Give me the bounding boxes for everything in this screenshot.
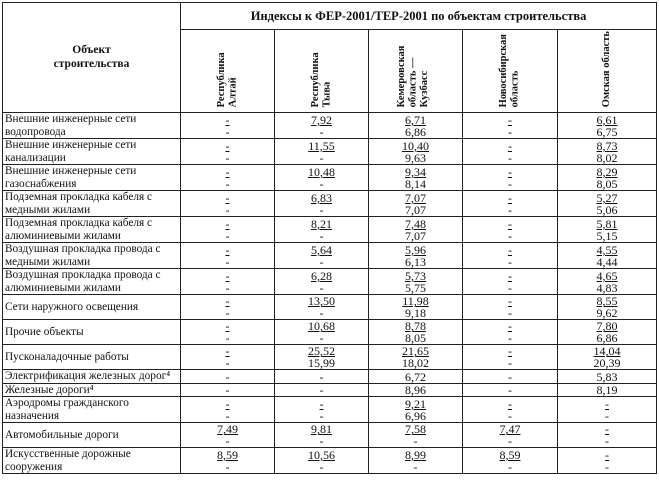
index-cell: [369, 165, 463, 191]
index-value-bottom: -: [225, 331, 230, 346]
row-object-name: Подземная прокладка кабеля с медными жилами: [3, 191, 181, 217]
index-value-top-text: 13,50: [308, 294, 335, 309]
index-table-document: [2, 2, 656, 489]
index-value-bottom: 8,05: [596, 176, 618, 191]
index-value-top-text: -: [508, 396, 512, 411]
index-value-bottom: 5,15: [596, 228, 618, 243]
index-value-bottom: -: [413, 434, 418, 449]
table-row: [3, 217, 657, 243]
index-value-bottom: -: [605, 434, 610, 449]
index-cell: [181, 320, 275, 345]
index-value-top: 8,96: [405, 383, 426, 398]
row-object-name: Подземная прокладка кабеля с алюминиевыми жилами: [3, 217, 181, 243]
index-value-top-text: -: [605, 396, 610, 411]
index-cell: [369, 191, 463, 217]
index-value-top-text: 9,81: [311, 422, 332, 437]
index-cell: [181, 191, 275, 217]
index-value-bottom: -: [508, 434, 512, 449]
index-value-top-text: 10,56: [308, 447, 335, 462]
index-value-top-text: 21,65: [402, 344, 429, 359]
table-row: [3, 370, 657, 384]
index-value-top-text: 6,61: [596, 112, 618, 127]
index-value-bottom: 7,07: [405, 228, 426, 243]
index-cell: [558, 269, 657, 295]
index-cell: [463, 397, 558, 423]
row-object-name: Автомобильные дороги: [3, 423, 181, 448]
index-cell: [181, 370, 275, 384]
index-value-top-text: 25,52: [308, 344, 335, 359]
index-value-top-text: 7,80: [596, 319, 618, 334]
index-value-bottom: 8,05: [405, 331, 426, 346]
index-value-bottom: -: [225, 434, 230, 449]
index-cell: [369, 217, 463, 243]
index-value-top-text: -: [508, 190, 512, 205]
index-value-bottom: 6,86: [596, 331, 618, 346]
index-cell: [275, 345, 369, 370]
region-header-tyva: Республика Тыва: [275, 30, 369, 113]
index-table-body: [3, 113, 657, 474]
index-cell: [369, 269, 463, 295]
row-object-name: Воздушная прокладка провода с медными жилами: [3, 243, 181, 269]
index-cell: [369, 113, 463, 139]
index-cell: [181, 448, 275, 474]
index-cell: [369, 397, 463, 423]
index-value-top-text: -: [508, 138, 512, 153]
index-value-bottom: 9,62: [596, 306, 618, 321]
index-value-top-text: -: [225, 344, 230, 359]
index-value-top-text: -: [508, 112, 512, 127]
index-value-bottom: 15,99: [308, 356, 335, 371]
index-value-top-text: -: [508, 164, 512, 179]
index-cell: [275, 320, 369, 345]
index-cell: [463, 383, 558, 397]
index-value-top-text: 6,83: [311, 190, 332, 205]
index-cell: [181, 383, 275, 397]
index-value-bottom: -: [225, 280, 230, 295]
index-value-bottom: -: [225, 408, 230, 423]
table-row: [3, 295, 657, 320]
index-value-bottom: -: [225, 228, 230, 243]
index-cell: [558, 191, 657, 217]
index-cell: [275, 295, 369, 320]
index-value-bottom: -: [225, 459, 230, 474]
index-value-bottom: -: [508, 356, 512, 371]
index-value-bottom: -: [319, 306, 324, 321]
index-value-top-text: -: [508, 216, 512, 231]
index-value-bottom: -: [319, 228, 324, 243]
index-value-bottom: 20,39: [593, 356, 621, 371]
index-value-top-text: 7,92: [311, 112, 332, 127]
index-value-top-text: -: [225, 190, 230, 205]
table-row: [3, 397, 657, 423]
index-value-bottom: 7,07: [405, 202, 426, 217]
index-cell: [463, 113, 558, 139]
index-value-top: -: [319, 383, 324, 398]
index-value-top-text: -: [225, 242, 230, 257]
index-value-top-text: 10,68: [308, 319, 335, 334]
table-row: [3, 165, 657, 191]
index-cell: [558, 217, 657, 243]
index-value-bottom: -: [225, 254, 230, 269]
table-row: [3, 139, 657, 165]
index-value-top-text: 5,73: [405, 268, 426, 283]
index-value-bottom: -: [319, 176, 324, 191]
row-object-name: Искусственные дорожные сооружения: [3, 448, 181, 474]
index-value-top: -: [319, 369, 324, 384]
index-cell: [275, 269, 369, 295]
index-value-bottom: -: [225, 176, 230, 191]
index-value-top: 8,19: [596, 383, 618, 398]
region-header-altai: Республика Алтай: [181, 30, 275, 113]
index-cell: [463, 295, 558, 320]
index-cell: [558, 448, 657, 474]
index-value-top-text: -: [225, 268, 230, 283]
index-value-bottom: -: [225, 356, 230, 371]
object-column-header: Объект строительства: [3, 3, 181, 113]
index-cell: [463, 320, 558, 345]
index-value-bottom: -: [508, 306, 512, 321]
index-value-top: -: [508, 383, 512, 398]
index-value-bottom: -: [508, 124, 512, 139]
row-object-name: Воздушная прокладка провода с алюминиевыми жилами: [3, 269, 181, 295]
index-cell: [463, 243, 558, 269]
index-cell: [558, 345, 657, 370]
index-value-top-text: 8,99: [405, 447, 426, 462]
index-cell: [463, 423, 558, 448]
index-cell: [463, 139, 558, 165]
index-value-top-text: -: [225, 396, 230, 411]
index-value-bottom: -: [319, 408, 324, 423]
index-value-top-text: 8,78: [405, 319, 426, 334]
index-value-bottom: -: [605, 408, 610, 423]
index-value-bottom: 4,83: [596, 280, 618, 295]
index-cell: [463, 217, 558, 243]
index-value-bottom: 4,44: [596, 254, 618, 269]
index-value-bottom: -: [319, 124, 324, 139]
index-value-top-text: 8,29: [596, 164, 618, 179]
index-value-bottom: -: [508, 228, 512, 243]
index-cell: [181, 165, 275, 191]
table-row: [3, 320, 657, 345]
index-cell: [275, 370, 369, 384]
index-cell: [558, 165, 657, 191]
index-value-bottom: -: [508, 150, 512, 165]
index-value-bottom: -: [225, 306, 230, 321]
index-value-top-text: 11,98: [402, 294, 429, 309]
region-header-omsk: Омская область: [558, 30, 657, 113]
index-value-top-text: 14,04: [593, 344, 621, 359]
index-value-top-text: 6,28: [311, 268, 332, 283]
index-value-bottom: -: [605, 459, 610, 474]
index-value-top-text: 7,58: [405, 422, 426, 437]
index-value-top: -: [508, 369, 512, 384]
index-value-bottom: -: [413, 459, 418, 474]
index-cell: [463, 165, 558, 191]
index-value-top: -: [225, 383, 230, 398]
index-value-top-text: 4,65: [596, 268, 618, 283]
row-object-name: Внешние инженерные сети водопровода: [3, 113, 181, 139]
index-value-bottom: -: [319, 254, 324, 269]
index-value-top-text: 8,73: [596, 138, 618, 153]
index-value-bottom: -: [508, 254, 512, 269]
index-value-bottom: -: [508, 176, 512, 191]
index-value-top-text: 8,59: [217, 447, 238, 462]
index-value-bottom: -: [508, 331, 512, 346]
index-value-top-text: 10,48: [308, 164, 335, 179]
index-value-bottom: -: [225, 150, 230, 165]
row-object-name: Сети наружного освещения: [3, 295, 181, 320]
index-cell: [463, 191, 558, 217]
row-object-name: Электрификация железных дорог⁴: [3, 370, 181, 384]
index-value-top-text: -: [605, 447, 610, 462]
index-value-bottom: 6,96: [405, 408, 426, 423]
index-cell: [181, 397, 275, 423]
table-row: [3, 269, 657, 295]
index-value-top-text: 9,21: [405, 396, 426, 411]
index-value-top-text: -: [508, 268, 512, 283]
index-value-bottom: 5,75: [405, 280, 426, 295]
index-value-bottom: -: [225, 124, 230, 139]
index-cell: [369, 448, 463, 474]
index-value-bottom: 6,13: [405, 254, 426, 269]
index-cell: [369, 370, 463, 384]
index-value-bottom: -: [319, 434, 324, 449]
index-value-bottom: 5,06: [596, 202, 618, 217]
index-value-top-text: -: [508, 344, 512, 359]
index-value-bottom: -: [508, 459, 512, 474]
index-value-top-text: -: [225, 138, 230, 153]
index-value-top-text: 8,21: [311, 216, 332, 231]
region-header-kemerovo: Кемеровская область — Кузбасс: [369, 30, 463, 113]
index-value-top-text: 9,34: [405, 164, 426, 179]
index-cell: [463, 370, 558, 384]
index-cell: [181, 113, 275, 139]
table-row: [3, 448, 657, 474]
index-cell: [275, 217, 369, 243]
index-cell: [463, 448, 558, 474]
index-value-top-text: -: [508, 319, 512, 334]
index-cell: [463, 345, 558, 370]
index-value-bottom: 18,02: [402, 356, 429, 371]
index-cell: [181, 345, 275, 370]
index-value-bottom: 9,18: [405, 306, 426, 321]
index-cell: [369, 295, 463, 320]
index-value-top-text: -: [508, 294, 512, 309]
region-header-novosibirsk: Новосибирская область: [463, 30, 558, 113]
index-value-bottom: -: [319, 459, 324, 474]
index-cell: [181, 269, 275, 295]
index-cell: [558, 139, 657, 165]
index-value-top-text: 6,71: [405, 112, 426, 127]
index-value-top-text: 5,81: [596, 216, 618, 231]
index-value-bottom: -: [225, 202, 230, 217]
index-cell: [275, 448, 369, 474]
index-value-top-text: 5,96: [405, 242, 426, 257]
index-value-bottom: 8,02: [596, 150, 618, 165]
index-value-bottom: 6,75: [596, 124, 618, 139]
index-cell: [558, 113, 657, 139]
index-cell: [275, 139, 369, 165]
index-cell: [275, 165, 369, 191]
index-table: [2, 2, 657, 474]
index-value-top-text: -: [319, 396, 324, 411]
index-value-top: 6,72: [405, 369, 426, 384]
table-row: [3, 383, 657, 397]
table-row: [3, 345, 657, 370]
index-value-top-text: -: [225, 319, 230, 334]
row-object-name: Внешние инженерные сети газоснабжения: [3, 165, 181, 191]
index-cell: [275, 243, 369, 269]
index-value-top-text: 7,48: [405, 216, 426, 231]
index-value-bottom: -: [319, 331, 324, 346]
index-value-top-text: 5,64: [311, 242, 332, 257]
table-row: [3, 423, 657, 448]
index-value-top-text: 8,55: [596, 294, 618, 309]
index-value-bottom: -: [508, 280, 512, 295]
row-object-name: Железные дороги⁴: [3, 383, 181, 397]
index-value-bottom: -: [508, 408, 512, 423]
index-value-top-text: -: [605, 422, 610, 437]
index-cell: [558, 383, 657, 397]
row-object-name: Аэродромы гражданского назначения: [3, 397, 181, 423]
index-value-top-text: -: [508, 242, 512, 257]
index-cell: [369, 345, 463, 370]
index-cell: [369, 423, 463, 448]
index-cell: [181, 295, 275, 320]
index-cell: [275, 113, 369, 139]
index-cell: [558, 295, 657, 320]
table-row: [3, 191, 657, 217]
index-value-bottom: -: [319, 150, 324, 165]
index-value-top: 5,83: [596, 369, 618, 384]
index-cell: [558, 320, 657, 345]
table-row: [3, 243, 657, 269]
index-value-bottom: -: [319, 202, 324, 217]
index-value-top-text: 7,47: [499, 422, 521, 437]
index-cell: [558, 397, 657, 423]
index-value-bottom: 8,14: [405, 176, 426, 191]
row-object-name: Пусконаладочные работы: [3, 345, 181, 370]
index-value-bottom: 9,63: [405, 150, 426, 165]
row-object-name: Прочие объекты: [3, 320, 181, 345]
index-value-top-text: 11,55: [308, 138, 335, 153]
index-cell: [275, 383, 369, 397]
index-cell: [181, 217, 275, 243]
index-cell: [369, 243, 463, 269]
index-cell: [275, 423, 369, 448]
index-cell: [558, 370, 657, 384]
index-cell: [275, 191, 369, 217]
index-value-top-text: -: [225, 112, 230, 127]
index-cell: [181, 243, 275, 269]
index-value-top-text: -: [225, 216, 230, 231]
index-value-top-text: 10,40: [402, 138, 429, 153]
index-cell: [558, 423, 657, 448]
index-value-bottom: -: [508, 202, 512, 217]
index-value-top-text: -: [225, 294, 230, 309]
index-value-top-text: 7,07: [405, 190, 426, 205]
row-object-name: Внешние инженерные сети канализации: [3, 139, 181, 165]
index-cell: [181, 139, 275, 165]
index-value-top-text: 8,59: [499, 447, 521, 462]
index-cell: [369, 139, 463, 165]
index-value-top-text: 5,27: [596, 190, 618, 205]
index-value-top: -: [225, 369, 230, 384]
index-cell: [463, 269, 558, 295]
index-value-bottom: 6,86: [405, 124, 426, 139]
index-value-bottom: -: [319, 280, 324, 295]
index-cell: [558, 243, 657, 269]
table-row: [3, 113, 657, 139]
index-cell: [275, 397, 369, 423]
index-cell: [369, 320, 463, 345]
index-value-top-text: -: [225, 164, 230, 179]
index-cell: [369, 383, 463, 397]
index-group-header: Индексы к ФЕР-2001/ТЕР-2001 по объектам строительства: [181, 3, 657, 30]
index-value-top-text: 4,55: [596, 242, 618, 257]
index-value-top-text: 7,49: [217, 422, 238, 437]
index-cell: [181, 423, 275, 448]
